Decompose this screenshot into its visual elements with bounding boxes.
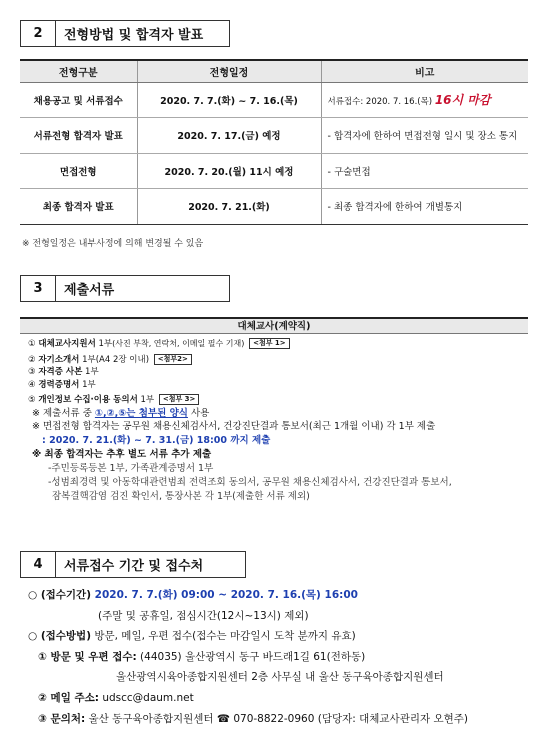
visit-label: ① 방문 및 우편 접수: (38, 650, 137, 663)
final-note: ※ 최종 합격자는 추후 별도 서류 추가 제출 (32, 448, 212, 460)
form-note (28, 407, 528, 420)
item-desc: 1부 (95, 339, 113, 349)
section-title: 제출서류 (56, 275, 230, 302)
item-name: 경력증명서 (38, 379, 80, 390)
method-value: 방문, 메일, 우편 접수(접수는 마감일시 도착 분까지 유효) (91, 630, 356, 643)
schedule-table (20, 59, 528, 225)
visit-value: (44035) 울산광역시 동구 바드래1길 61(전하동) (136, 650, 366, 663)
list-item (28, 338, 528, 351)
date-cell: 2020. 7. 20.(월) 11시 예정 (137, 153, 321, 189)
deadline-text: 16시 마감 (434, 93, 491, 108)
item-number: ⑤ (28, 395, 36, 406)
table-row (20, 118, 528, 154)
note-cell: - 합격자에 한하여 면접전형 일시 및 장소 통지 (321, 118, 528, 154)
section-number: 4 (20, 551, 56, 578)
period-note: (주말 및 공휴일, 점심시간(12시~13시) 제외) (98, 609, 309, 622)
section-number: 3 (20, 275, 56, 302)
table-row (20, 82, 528, 118)
method-label: ○ (접수방법) (28, 630, 91, 643)
mail-row (28, 688, 538, 709)
item-note: (사진 부착, 연락처, 이메일 필수 기재) (112, 339, 245, 348)
mail-value[interactable]: udscc@daum.net (98, 691, 194, 704)
date-cell: 2020. 7. 7.(화) ~ 7. 16.(목) (137, 82, 321, 118)
section-number: 2 (20, 20, 56, 47)
item-name: 자격증 사본 (38, 367, 83, 378)
period-value: 2020. 7. 7.(화) 09:00 ~ 2020. 7. 16.(목) 16:00 (94, 589, 358, 601)
contact-row (28, 709, 538, 730)
item-number: ③ (28, 367, 36, 378)
item-name: 자기소개서 (38, 354, 80, 365)
note-cell (321, 82, 528, 118)
section-3-header (20, 275, 230, 302)
stage-cell: 면접전형 (20, 153, 137, 189)
date-cell: 2020. 7. 17.(금) 예정 (137, 118, 321, 154)
period-label: ○ (접수기간) (28, 589, 95, 601)
final-doc-3: 잠복결핵감염 검진 확인서, 통장사본 각 1부(제출한 서류 제외) (52, 490, 310, 502)
attachment-tag: <첨부 3> (159, 394, 200, 405)
contact-value: 울산 동구육아종합지원센터 ☎ 070-8822-0960 (담당자: 대체교사관리자 오현주) (85, 712, 468, 725)
mail-label: ② 메일 주소: (38, 691, 99, 704)
item-desc: 1부(A4 2장 이내) (79, 354, 150, 365)
item-desc: 1부 (79, 379, 96, 390)
note-highlight: ①,②,⑤는 첨부된 양식 (94, 407, 188, 419)
note-prefix: ※ 제출서류 중 (32, 407, 95, 419)
method-row (28, 626, 538, 647)
section-2-header (20, 20, 230, 47)
stage-cell: 서류전형 합격자 발표 (20, 118, 137, 154)
item-desc: 1부 (82, 367, 99, 378)
item-desc: 1부 (137, 395, 155, 406)
final-doc-1: -주민등록등본 1부, 가족관계증명서 1부 (48, 462, 214, 474)
date-cell: 2020. 7. 21.(화) (137, 189, 321, 225)
column-header: 전형일정 (137, 60, 321, 82)
note-suffix: 사용 (187, 407, 210, 419)
column-header: 전형구분 (20, 60, 137, 82)
table-row (20, 153, 528, 189)
item-name: 개인정보 수집·이용 동의서 (38, 395, 138, 406)
schedule-footnote: ※ 전형일정은 내부사정에 의해 변경될 수 있음 (22, 239, 204, 249)
note-cell: - 구술면접 (321, 153, 528, 189)
section-title: 전형방법 및 합격자 발표 (56, 20, 230, 47)
stage-cell: 채용공고 및 서류접수 (20, 82, 137, 118)
table-row (20, 189, 528, 225)
item-name: 대체교사지원서 (38, 339, 96, 349)
interview-deadline: : 2020. 7. 21.(화) ~ 7. 31.(금) 18:00 까지 제출 (42, 434, 271, 446)
contact-label: ③ 문의처: (38, 712, 86, 725)
note-text: 서류접수: 2020. 7. 16.(목) (327, 97, 435, 108)
list-item (28, 354, 528, 367)
column-header: 비고 (321, 60, 528, 82)
item-number: ① (28, 339, 36, 349)
visit-address: 울산광역시육아종합지원센터 2층 사무실 내 울산 동구육아종합지원센터 (116, 671, 444, 684)
note-cell: - 최종 합격자에 한하여 개별통지 (321, 189, 528, 225)
stage-cell: 최종 합격자 발표 (20, 189, 137, 225)
item-number: ② (28, 354, 36, 365)
list-item (28, 394, 528, 407)
list-item (28, 379, 528, 392)
submission-info (28, 585, 538, 729)
section-4-header (20, 551, 246, 578)
documents-box-title: 대체교사(계약직) (20, 317, 528, 334)
attachment-tag: <첨부2> (154, 354, 192, 365)
item-number: ④ (28, 379, 36, 390)
list-item (28, 366, 528, 379)
final-doc-2: -성범죄경력 및 아동학대관련범죄 전력조회 동의서, 공무원 채용신체검사서, 건강진단결과 통보서, (48, 476, 452, 488)
interview-note: ※ 면접전형 합격자는 공무원 채용신체검사서, 건강진단결과 통보서(최근 1개월 이내) 각 1부 제출 (32, 420, 436, 432)
period-row (28, 585, 538, 606)
section-title: 서류접수 기간 및 접수처 (56, 551, 246, 578)
attachment-tag: <첨부 1> (249, 338, 290, 349)
visit-row (28, 647, 538, 668)
documents-list (28, 338, 528, 504)
